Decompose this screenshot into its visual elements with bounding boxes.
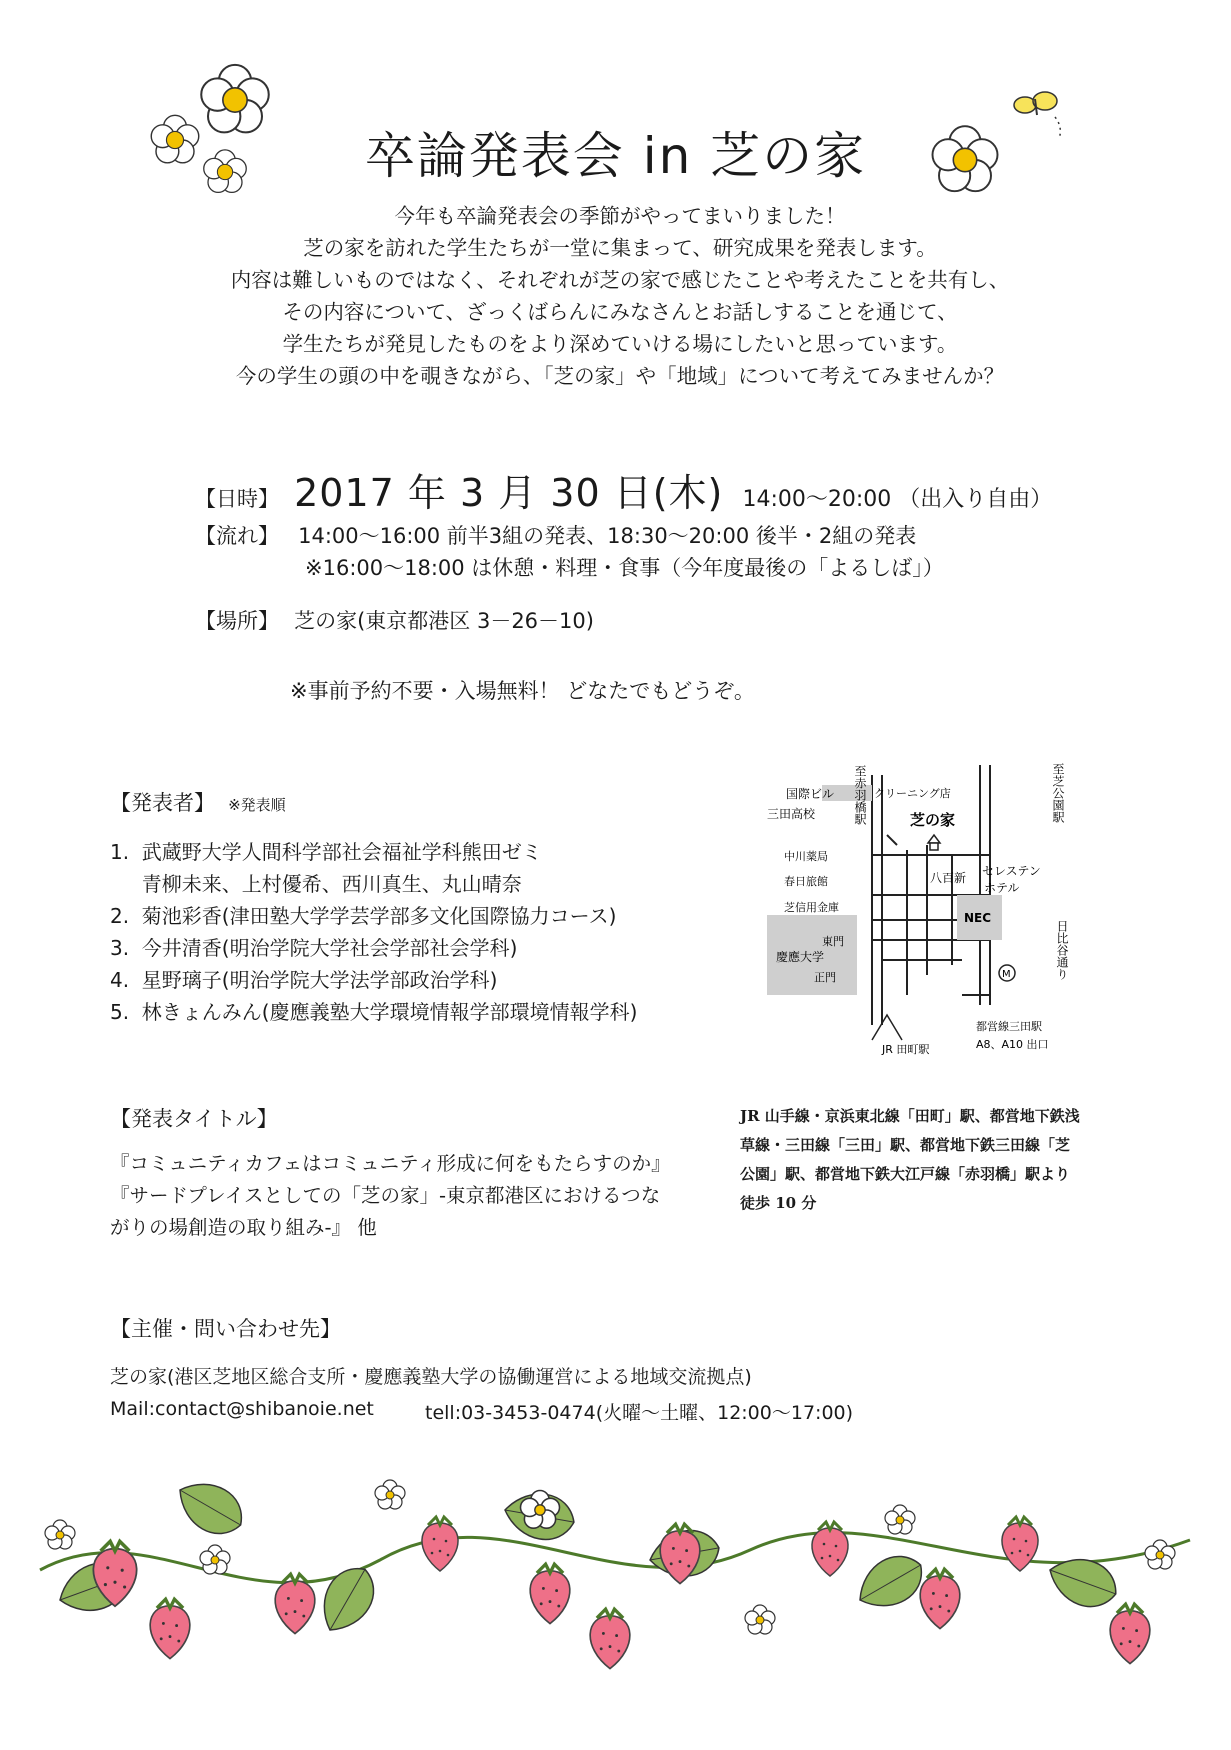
blossom-icon bbox=[1145, 1540, 1175, 1569]
presenters-note: ※発表順 bbox=[228, 796, 286, 814]
blossom-icon bbox=[885, 1505, 915, 1534]
access-line: 徒歩 10 分 bbox=[740, 1194, 817, 1212]
access-map bbox=[762, 755, 1082, 1065]
map-label-akabanebashi: 至赤羽橋駅 bbox=[853, 765, 867, 825]
access-line: 公園」駅、都営地下鉄大江戸線「赤羽橋」駅より bbox=[740, 1165, 1071, 1183]
admission-notice: ※事前予約不要・入場無料！ どなたでもどうぞ。 bbox=[290, 679, 755, 703]
intro-paragraph bbox=[150, 200, 1090, 392]
list-item: 青柳未来、上村優希、西川真生、丸山晴奈 bbox=[110, 872, 522, 896]
titles-label: 【発表タイトル】 bbox=[110, 1107, 278, 1131]
title-line: がりの場創造の取り組み-』 他 bbox=[110, 1216, 377, 1239]
strawberry-icon bbox=[590, 1609, 630, 1668]
flow-line-1: 14:00～16:00 前半3組の発表、18:30～20:00 後半・2組の発表 bbox=[298, 524, 917, 548]
map-label-keio: 慶應大学 bbox=[776, 950, 825, 964]
intro-line: 内容は難しいものではなく、それぞれが芝の家で感じたことや考えたことを共有し、 bbox=[230, 268, 1010, 292]
contact-mail: Mail:contact@shibanoie.net bbox=[110, 1398, 374, 1420]
title-line: 『コミュニティカフェはコミュニティ形成に何をもたらすのか』 bbox=[110, 1152, 671, 1175]
presenters-list bbox=[110, 836, 637, 1028]
map-label-nakagawa: 中川薬局 bbox=[784, 850, 828, 863]
blossom-icon bbox=[745, 1605, 775, 1634]
strawberry-vine-decoration bbox=[0, 1450, 1231, 1720]
strawberry-icon bbox=[812, 1522, 848, 1576]
map-label-nec: NEC bbox=[964, 911, 992, 925]
map-label-mita-station: 都営線三田駅 bbox=[976, 1020, 1042, 1033]
contact-org: 芝の家(港区芝地区総合支所・慶應義塾大学の協働運営による地域交流拠点) bbox=[110, 1366, 752, 1388]
contact-tel: tell:03-3453-0474(火曜～土曜、12:00～17:00) bbox=[425, 1402, 854, 1424]
leaf-icon bbox=[311, 1558, 385, 1641]
intro-line: 芝の家を訪れた学生たちが一堂に集まって、研究成果を発表します。 bbox=[303, 236, 937, 260]
intro-line: 今の学生の頭の中を覗きながら、「芝の家」や「地域」について考えてみませんか？ bbox=[235, 364, 1005, 388]
access-line: 草線・三田線「三田」駅、都営地下鉄三田線「芝 bbox=[740, 1136, 1071, 1154]
map-label-shibakoen: 至芝公園駅 bbox=[1051, 763, 1065, 823]
presenters-heading bbox=[110, 787, 286, 817]
title-line: 『サードプレイスとしての「芝の家」-東京都港区におけるつな bbox=[110, 1184, 661, 1207]
flow-label: 【流れ】 bbox=[195, 524, 279, 548]
map-label-shibanoie: 芝の家 bbox=[910, 811, 956, 829]
datetime-label: 【日時】 bbox=[195, 487, 279, 511]
list-item: 3. 今井清香(明治学院大学社会学部社会学科) bbox=[110, 936, 518, 960]
intro-line: 今年も卒論発表会の季節がやってまいりました！ bbox=[394, 204, 846, 228]
blossom-icon bbox=[200, 1545, 230, 1574]
datetime-row bbox=[195, 462, 1052, 517]
strawberry-icon bbox=[530, 1564, 570, 1623]
intro-line: その内容について、ざっくばらんにみなさんとお話しすることを通じて、 bbox=[282, 300, 958, 324]
page-title: 卒論発表会 in 芝の家 bbox=[364, 127, 867, 185]
map-label-hibiya: 日比谷通り bbox=[1055, 920, 1069, 980]
list-item: 4. 星野璃子(明治学院大学法学部政治学科) bbox=[110, 968, 498, 992]
map-label-cleaning: クリーニング店 bbox=[874, 787, 951, 800]
flow-line-2: ※16:00～18:00 は休憩・料理・食事（今年度最後の「よるしば」） bbox=[305, 556, 944, 580]
place-row bbox=[195, 605, 594, 635]
map-label-metro: M bbox=[1002, 969, 1011, 980]
map-label-shinkin: 芝信用金庫 bbox=[784, 901, 839, 914]
access-directions bbox=[740, 1102, 1135, 1218]
map-label-celestine2: ホテル bbox=[984, 881, 1020, 895]
strawberry-icon bbox=[1110, 1604, 1150, 1663]
map-label-hyakushin: 八百新 bbox=[930, 871, 967, 885]
map-label-jr: JR 田町駅 bbox=[882, 1043, 930, 1056]
leaf-icon bbox=[169, 1471, 252, 1545]
blossom-icon bbox=[45, 1520, 75, 1549]
map-label-kasuga: 春日旅館 bbox=[784, 875, 828, 888]
map-label-exit: A8、A10 出口 bbox=[976, 1038, 1049, 1051]
list-item: 1. 武蔵野大学人間科学部社会福祉学科熊田ゼミ bbox=[110, 840, 542, 864]
presenters-label: 【発表者】 bbox=[110, 791, 215, 815]
strawberry-icon bbox=[150, 1599, 190, 1658]
house-icon bbox=[928, 835, 940, 850]
leaf-icon bbox=[849, 1546, 932, 1620]
strawberry-icon bbox=[422, 1517, 458, 1571]
list-item: 5. 林きょんみん(慶應義塾大学環境情報学部環境情報学科) bbox=[110, 1000, 638, 1024]
contact-label: 【主催・問い合わせ先】 bbox=[110, 1317, 341, 1341]
map-label-kokusai: 国際ビル bbox=[786, 787, 835, 801]
map-label-mita-koko: 三田高校 bbox=[767, 807, 816, 821]
event-time: 14:00～20:00 （出入り自由） bbox=[742, 487, 1053, 512]
intro-line: 学生たちが発見したものをより深めていける場にしたいと思っています。 bbox=[282, 332, 958, 356]
list-item: 2. 菊池彩香(津田塾大学学芸学部多文化国際協力コース) bbox=[110, 904, 617, 928]
event-date: 2017 年 3 月 30 日(木) bbox=[294, 471, 724, 515]
place-label: 【場所】 bbox=[195, 609, 279, 633]
titles-list bbox=[110, 1148, 671, 1244]
access-line: JR 山手線・京浜東北線「田町」駅、都営地下鉄浅 bbox=[740, 1107, 1080, 1125]
map-label-seimon: 正門 bbox=[814, 971, 836, 984]
map-label-higashimon: 東門 bbox=[822, 935, 844, 948]
strawberry-icon bbox=[920, 1569, 960, 1628]
blossom-icon bbox=[375, 1480, 405, 1509]
map-label-celestine1: セレステン bbox=[982, 864, 1041, 878]
flow-row bbox=[195, 520, 916, 550]
place-value: 芝の家(東京都港区 3－26－10) bbox=[294, 609, 594, 633]
